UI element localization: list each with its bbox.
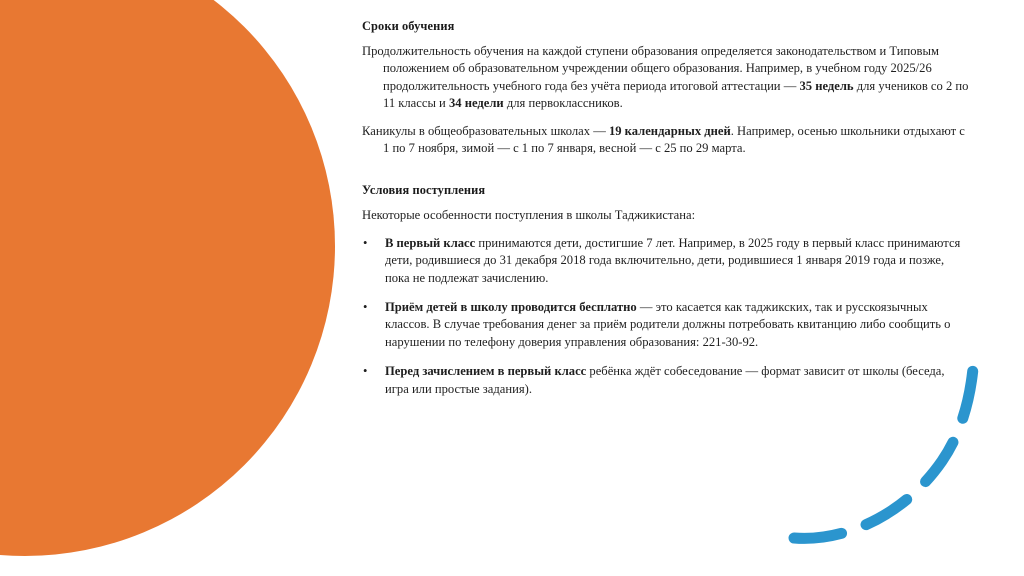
list-item [362, 363, 970, 398]
section-usloviya-postupleniya [362, 183, 970, 398]
paragraph-duration [362, 43, 970, 113]
paragraph-intro [362, 207, 970, 224]
text-run-bold: 34 недели [448, 96, 504, 111]
text-run: — это касается как таджикских, так и русскоязычных классов. В случае требования денег за приём родители должны потребовать квитанцию либо сообщить о нарушении по телефону доверия управления образования: 221-30-92. [385, 300, 951, 349]
text-run: Каникулы в общеобразовательных школах — [362, 123, 609, 138]
text-run-bold: В первый класс [385, 235, 476, 250]
text-run-bold: Перед зачислением в первый класс [385, 364, 587, 379]
section-heading: Условия поступления [362, 183, 486, 198]
section-spacer [362, 167, 970, 183]
bullet-marker-icon: • [363, 300, 368, 315]
slide-content [362, 19, 970, 398]
bullet-marker-icon: • [363, 364, 368, 379]
text-run: ребёнка ждёт собеседование — формат зависит от школы (беседа, игра или простые задания). [385, 364, 945, 396]
orange-circle-decoration [0, 0, 335, 556]
admission-bullet-list [362, 235, 970, 398]
text-run: . Например, осенью школьники отдыхают с 1 по 7 ноября, зимой — с 1 по 7 января, весной — с 25 по 29 марта. [383, 123, 965, 156]
list-item [362, 235, 970, 287]
text-run-bold: 35 недель [799, 78, 854, 93]
paragraph-holidays [362, 123, 970, 158]
list-item [362, 299, 970, 351]
text-run: Продолжительность обучения на каждой ступени образования определяется законодательством и Типовым положением об образовательном учреждении общего образования. Например, в учебном году 2025/26 продолжительность учебного года без учёта периода итоговой аттестации — [362, 44, 939, 93]
section-heading: Сроки обучения [362, 19, 455, 33]
text-run: для учеников со 2 по 11 классы и [383, 78, 969, 111]
text-run-bold: 19 календарных дней [608, 123, 731, 138]
text-run: для первоклассников. [503, 96, 623, 111]
text-run-bold: Приём детей в школу проводится бесплатно [385, 300, 637, 315]
section-sroki-obucheniya [362, 19, 970, 157]
text-run: принимаются дети, достигшие 7 лет. Например, в 2025 году в первый класс принимаются дети, родившиеся до 31 декабря 2018 года включительно, дети, родившиеся 1 января 2019 года и позже, пока не подлежат зачислению. [385, 235, 961, 285]
text-run: Некоторые особенности поступления в школы Таджикистана: [362, 208, 696, 223]
bullet-marker-icon: • [363, 235, 368, 250]
